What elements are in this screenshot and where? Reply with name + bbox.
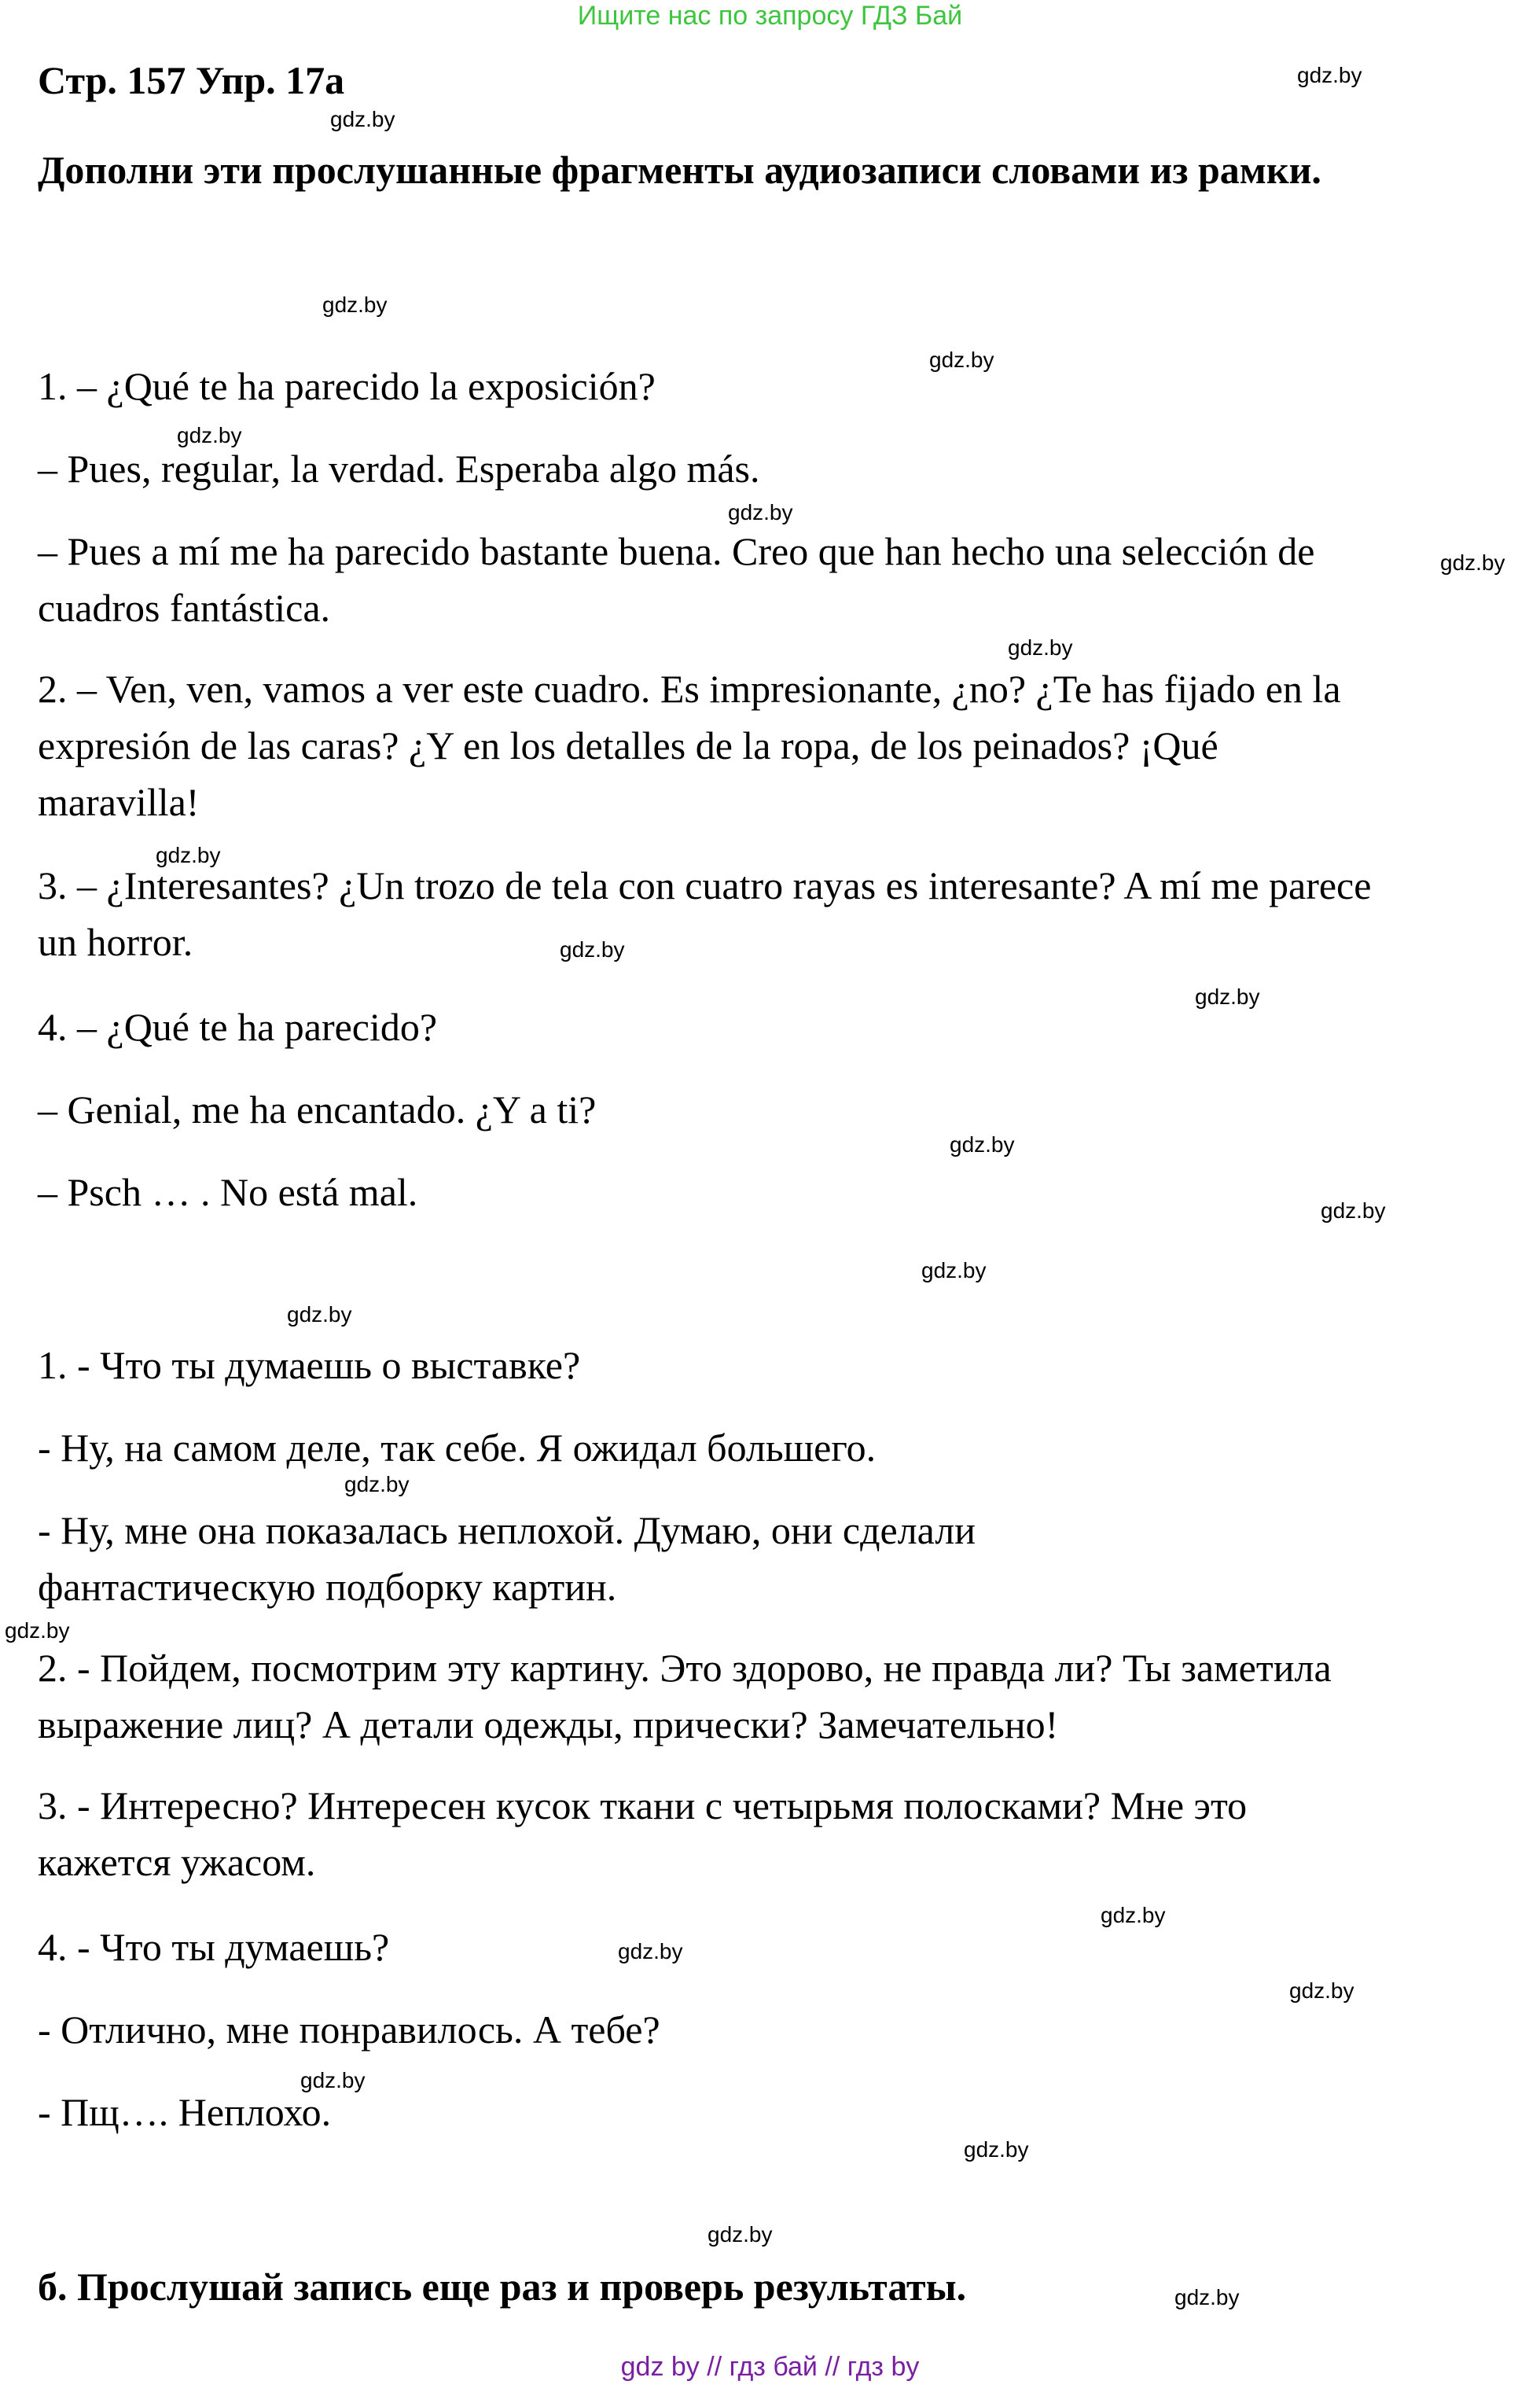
top-banner: Ищите нас по запросу ГДЗ Бай [577,1,963,31]
es-line-1: 1. – ¿Qué te ha parecido la exposición? [38,364,656,408]
ru-line-7: - Отлично, мне понравилось. А тебе? [38,2007,660,2052]
watermark: gdz.by [156,843,221,867]
es-line-6: 4. – ¿Qué te ha parecido? [38,1005,438,1049]
ru-line-8: - Пщ…. Неплохо. [38,2090,332,2134]
watermark: gdz.by [921,1258,987,1282]
watermark: gdz.by [950,1132,1015,1157]
watermark: gdz.by [1101,1903,1166,1927]
ru-line-3: - Ну, мне она показалась неплохой. Думаю, они сделали фантастическую подборку картин. [38,1508,976,1609]
watermark: gdz.by [618,1939,683,1963]
es-line-2: – Pues, regular, la verdad. Esperaba algo más. [38,447,760,491]
watermark: gdz.by [560,937,625,962]
ru-line-6: 4. - Что ты думаешь? [38,1925,390,1969]
ru-line-2: - Ну, на самом деле, так себе. Я ожидал большего. [38,1426,877,1470]
watermark: gdz.by [1440,550,1505,575]
watermark: gdz.by [5,1618,70,1643]
footer-task: б. Прослушай запись еще раз и проверь результаты. [38,2265,967,2309]
watermark: gdz.by [344,1472,410,1496]
watermark: gdz.by [1297,63,1362,87]
watermark: gdz.by [1321,1198,1386,1223]
page-title: Стр. 157 Упр. 17а [38,58,345,102]
es-line-3: – Pues a mí me ha parecido bastante buena. Creo que han hecho una selección de cuadros fantástica. [38,529,1315,630]
ru-line-1: 1. - Что ты думаешь о выставке? [38,1343,581,1387]
bottom-banner: gdz by // гдз бай // гдз by [620,2352,920,2382]
ru-line-5: 3. - Интересно? Интересен кусок ткани с четырьмя полосками? Мне это кажется ужасом. [38,1783,1248,1884]
watermark: gdz.by [1174,2285,1240,2309]
es-line-8: – Psch … . No está mal. [38,1170,418,1214]
es-line-5: 3. – ¿Interesantes? ¿Un trozo de tela con cuatro rayas es interesante? A mí me parece un horror. [38,863,1372,964]
watermark: gdz.by [929,348,994,372]
watermark: gdz.by [708,2222,773,2247]
ru-line-4: 2. - Пойдем, посмотрим эту картину. Это здорово, не правда ли? Ты заметила выражение лиц? А детали одежды, прически? Замечательно! [38,1646,1332,1746]
watermark: gdz.by [177,423,242,447]
watermark: gdz.by [322,293,388,317]
watermark: gdz.by [728,500,793,524]
watermark: gdz.by [300,2068,366,2092]
watermark: gdz.by [964,2137,1029,2162]
watermark: gdz.by [1195,984,1260,1009]
watermark: gdz.by [1008,635,1073,660]
watermark: gdz.by [330,107,395,131]
task-instruction: Дополни эти прослушанные фрагменты аудиозаписи словами из рамки. [38,148,1321,192]
es-line-7: – Genial, me ha encantado. ¿Y a ti? [38,1087,597,1132]
watermark: gdz.by [287,1302,352,1327]
es-line-4: 2. – Ven, ven, vamos a ver este cuadro. Es impresionante, ¿no? ¿Te has fijado en la expresión de las caras? ¿Y en los detalles de la ropa, de los peinados? ¡Qué maravilla! [38,667,1341,824]
watermark: gdz.by [1289,1978,1354,2003]
